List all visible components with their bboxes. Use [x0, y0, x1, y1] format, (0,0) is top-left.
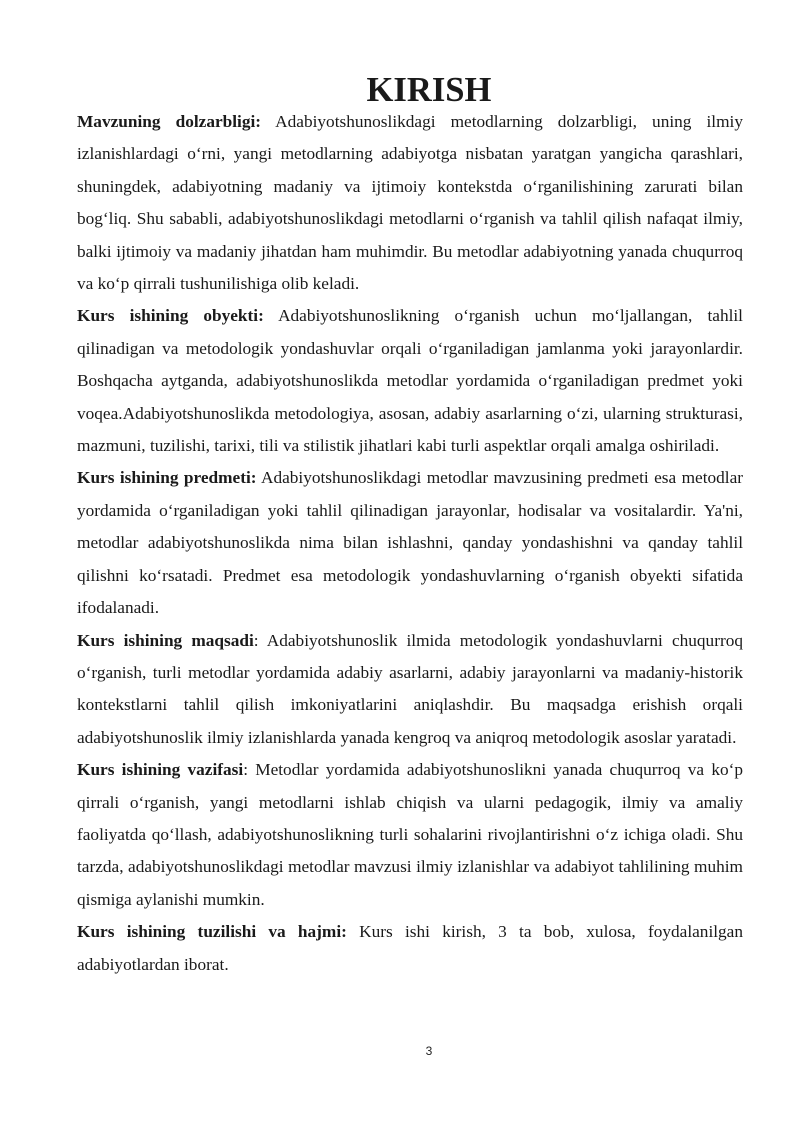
paragraph-subject	[77, 462, 743, 624]
paragraph-text: Adabiyotshunoslikdagi metodlar mavzusining predmeti esa metodlar yordamida oʻrganiladigan yoki tahlil qilinadigan jarayonlar, hodisalar va vositalardir. Ya'ni, metodlar adabiyotshunoslikda nima bilan ishlashni, qanday yondashishni va qanday tahlil qilishni koʻrsatadi. Predmet esa metodologik yondashuvlarning oʻrganish obyekti sifatida ifodalanadi.	[77, 468, 744, 618]
paragraph-text: : Metodlar yordamida adabiyotshunoslikni yanada chuqurroq va koʻp qirrali oʻrganish, yangi metodlarni ishlab chiqish va ularni pedagogik, ilmiy va amaliy faoliyatda qoʻllash, adabiyotshunoslikning turli sohalarini rivojlantirishni oʻz ichiga oladi. Shu tarzda, adabiyotshunoslikdagi metodlar mavzusi ilmiy izlanishlar va adabiyot tahlilining muhim qismiga aylanishi mumkin.	[77, 760, 743, 909]
paragraph-relevance	[77, 106, 743, 300]
paragraph-label: Kurs ishining vazifasi	[77, 760, 244, 780]
paragraph-text: : Adabiyotshunoslik ilmida metodologik yondashuvlarni chuqurroq oʻrganish, turli metodlar yordamida adabiy asarlarni, adabiy jarayonlarni va madaniy-historik kontekstlarni tahlil qilish imkoniyatlarini aniqlashdir. Bu maqsadga erishish orqali adabiyotshunoslik ilmiy izlanishlarda yanada kengroq va aniqroq metodologik asoslar yaratadi.	[77, 630, 743, 747]
paragraph-label: Kurs ishining maqsadi	[77, 630, 254, 650]
paragraph-object	[77, 300, 743, 462]
page-number: 3	[425, 1044, 433, 1058]
paragraph-structure	[77, 916, 743, 981]
paragraph-label: Kurs ishining predmeti:	[77, 468, 257, 488]
paragraph-text: Adabiyotshunoslikning oʻrganish uchun moʻljallangan, tahlil qilinadigan va metodologik yondashuvlar orqali oʻrganiladigan jamlanma yoki jarayonlardir. Boshqacha aytganda, adabiyotshunoslikda metodlar yordamida oʻrganiladigan predmet yoki voqea.Adabiyotshunoslikda metodologiya, asosan, adabiy asarlarning oʻzi, ularning strukturasi, mazmuni, tuzilishi, tarixi, tili va stilistik jihatlari kabi turli aspektlar orqali amalga oshiriladi.	[77, 306, 743, 456]
paragraph-label: Mavzuning dolzarbligi:	[77, 112, 262, 131]
paragraph-label: Kurs ishining obyekti:	[77, 306, 264, 326]
paragraph-tasks	[77, 754, 743, 916]
paragraph-goal	[77, 625, 743, 755]
paragraph-text: Kurs ishi kirish, 3 ta bob, xulosa, foydalanilgan adabiyotlardan iborat.	[77, 922, 743, 974]
paragraph-text: Adabiyotshunoslikdagi metodlarning dolzarbligi, uning ilmiy izlanishlardagi oʻrni, yangi metodlarning adabiyotga nisbatan yaratgan yangicha qarashlari, shuningdek, adabiyotning madaniy va ijtimoiy kontekstda oʻrganilishining zarurati bilan bogʻliq. Shu sababli, adabiyotshunoslikdagi metodlarni oʻrganish va tahlil qilish nafaqat ilmiy, balki ijtimoiy va madaniy jihatdan ham muhimdir. Bu metodlar adabiyotning yanada chuqurroq va koʻp qirrali tushunilishiga olib keladi.	[77, 112, 743, 294]
page-title: KIRISH	[366, 71, 492, 109]
paragraph-label: Kurs ishining tuzilishi va hajmi:	[77, 922, 347, 942]
page-content	[77, 71, 744, 981]
